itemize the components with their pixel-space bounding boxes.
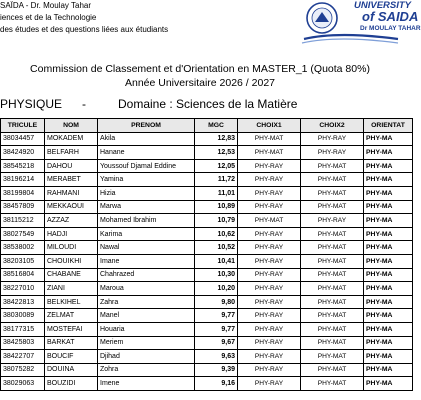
cell-matricule: 38075282	[1, 363, 45, 377]
cell-choix2: PHY-MAT	[301, 377, 364, 391]
cell-matricule: 38538002	[1, 241, 45, 255]
cell-mgc: 10,62	[195, 227, 238, 241]
cell-choix2: PHY-MAT	[301, 336, 364, 350]
cell-mgc: 9,39	[195, 363, 238, 377]
cell-choix1: PHY-MAT	[238, 146, 301, 160]
cell-mgc: 9,80	[195, 295, 238, 309]
cell-matricule: 38115212	[1, 214, 45, 228]
cell-prenom: Houaria	[98, 322, 195, 336]
cell-choix2: PHY-MAT	[301, 322, 364, 336]
cell-prenom: Imene	[98, 377, 195, 391]
cell-choix1: PHY-RAY	[238, 186, 301, 200]
cell-nom: BOUCIF	[45, 350, 98, 364]
cell-orientation: PHY-MA	[364, 295, 413, 309]
commission-title: Commission de Classement et d'Orientation en MASTER_1 (Quota 80%)	[30, 63, 370, 75]
cell-orientation: PHY-MA	[364, 186, 413, 200]
cell-choix2: PHY-MAT	[301, 173, 364, 187]
cell-prenom: Chahrazed	[98, 268, 195, 282]
cell-orientation: PHY-MA	[364, 377, 413, 391]
cell-matricule: 38227010	[1, 282, 45, 296]
cell-nom: MILOUDI	[45, 241, 98, 255]
cell-choix1: PHY-RAY	[238, 282, 301, 296]
cell-choix1: PHY-MAT	[238, 214, 301, 228]
table-row	[1, 282, 413, 296]
cell-matricule: 38425803	[1, 336, 45, 350]
cell-orientation: PHY-MA	[364, 268, 413, 282]
cell-choix1: PHY-RAY	[238, 159, 301, 173]
cell-choix1: PHY-RAY	[238, 363, 301, 377]
logo-text-university: UNIVERSITY	[354, 0, 412, 11]
domaine-label: Domaine : Sciences de la Matière	[118, 97, 298, 111]
cell-orientation: PHY-MA	[364, 363, 413, 377]
cell-orientation: PHY-MA	[364, 254, 413, 268]
cell-choix2: PHY-MAT	[301, 350, 364, 364]
cell-matricule: 38034457	[1, 132, 45, 146]
cell-nom: HADJI	[45, 227, 98, 241]
filiere-label: PHYSIQUE	[0, 97, 63, 111]
cell-nom: DOUINA	[45, 363, 98, 377]
cell-matricule: 38027549	[1, 227, 45, 241]
ranking-table	[0, 118, 413, 391]
table-row	[1, 146, 413, 160]
cell-orientation: PHY-MA	[364, 322, 413, 336]
cell-nom: AZZAZ	[45, 214, 98, 228]
cell-choix1: PHY-RAY	[238, 350, 301, 364]
cell-mgc: 11,01	[195, 186, 238, 200]
table-row	[1, 295, 413, 309]
cell-orientation: PHY-MA	[364, 350, 413, 364]
cell-mgc: 10,30	[195, 268, 238, 282]
cell-prenom: Hizia	[98, 186, 195, 200]
table-row	[1, 186, 413, 200]
cell-choix1: PHY-RAY	[238, 254, 301, 268]
cell-mgc: 10,52	[195, 241, 238, 255]
cell-matricule: 38177315	[1, 322, 45, 336]
cell-orientation: PHY-MA	[364, 146, 413, 160]
cell-choix2: PHY-MAT	[301, 241, 364, 255]
cell-prenom: Karima	[98, 227, 195, 241]
cell-choix1: PHY-RAY	[238, 241, 301, 255]
table-row	[1, 336, 413, 350]
cell-mgc: 12,05	[195, 159, 238, 173]
filiere-domain-line	[0, 97, 400, 113]
header-choix1: CHOIX1	[238, 119, 301, 133]
cell-mgc: 11,72	[195, 173, 238, 187]
separator-dash: -	[82, 97, 86, 111]
table-body	[1, 132, 413, 390]
cell-choix1: PHY-RAY	[238, 322, 301, 336]
cell-mgc: 10,89	[195, 200, 238, 214]
cell-matricule: 38424920	[1, 146, 45, 160]
cell-nom: MOKADEM	[45, 132, 98, 146]
header-choix2: CHOIX2	[301, 119, 364, 133]
cell-orientation: PHY-MA	[364, 214, 413, 228]
cell-nom: RAHMANI	[45, 186, 98, 200]
cell-choix2: PHY-RAY	[301, 214, 364, 228]
cell-prenom: Akila	[98, 132, 195, 146]
cell-prenom: Djihad	[98, 350, 195, 364]
header-line-university: SAÏDA - Dr. Moulay Tahar	[0, 1, 91, 10]
institution-header	[0, 0, 250, 36]
cell-mgc: 9,67	[195, 336, 238, 350]
cell-orientation: PHY-MA	[364, 309, 413, 323]
cell-mgc: 12,83	[195, 132, 238, 146]
cell-nom: BELKIHEL	[45, 295, 98, 309]
cell-choix1: PHY-RAY	[238, 200, 301, 214]
cell-choix1: PHY-RAY	[238, 295, 301, 309]
cell-choix2: PHY-MAT	[301, 159, 364, 173]
cell-prenom: Meriem	[98, 336, 195, 350]
cell-prenom: Nawal	[98, 241, 195, 255]
table-row	[1, 159, 413, 173]
cell-mgc: 9,16	[195, 377, 238, 391]
cell-mgc: 9,77	[195, 309, 238, 323]
cell-matricule: 38457809	[1, 200, 45, 214]
cell-nom: CHABANE	[45, 268, 98, 282]
cell-orientation: PHY-MA	[364, 173, 413, 187]
cell-nom: BARKAT	[45, 336, 98, 350]
header-matricule: TRICULE	[1, 119, 45, 133]
logo-text-moulay-tahar: Dr MOULAY TAHAR	[360, 25, 421, 32]
cell-prenom: Zahra	[98, 295, 195, 309]
header-orientation: ORIENTAT	[364, 119, 413, 133]
cell-prenom: Hanane	[98, 146, 195, 160]
cell-matricule: 38029063	[1, 377, 45, 391]
cell-matricule: 38196214	[1, 173, 45, 187]
cell-orientation: PHY-MA	[364, 336, 413, 350]
cell-choix2: PHY-RAY	[301, 146, 364, 160]
cell-choix1: PHY-RAY	[238, 227, 301, 241]
cell-mgc: 9,77	[195, 322, 238, 336]
cell-mgc: 10,41	[195, 254, 238, 268]
cell-choix2: PHY-RAY	[301, 132, 364, 146]
cell-matricule: 38422707	[1, 350, 45, 364]
cell-nom: ZELMAT	[45, 309, 98, 323]
cell-orientation: PHY-MA	[364, 241, 413, 255]
logo-text-saida: of SAIDA	[362, 9, 419, 24]
cell-matricule: 38030089	[1, 309, 45, 323]
cell-matricule: 38516804	[1, 268, 45, 282]
cell-choix2: PHY-MAT	[301, 200, 364, 214]
header-mgc: MGC	[195, 119, 238, 133]
cell-orientation: PHY-MA	[364, 282, 413, 296]
cell-nom: ZIANI	[45, 282, 98, 296]
cell-choix1: PHY-MAT	[238, 132, 301, 146]
cell-nom: MEKKAOUI	[45, 200, 98, 214]
table-row	[1, 227, 413, 241]
academic-year: Année Universitaire 2026 / 2027	[124, 77, 275, 89]
table-row	[1, 254, 413, 268]
cell-matricule: 38203105	[1, 254, 45, 268]
cell-choix2: PHY-MAT	[301, 186, 364, 200]
cell-nom: MOSTEFAI	[45, 322, 98, 336]
cell-choix2: PHY-MAT	[301, 227, 364, 241]
cell-mgc: 10,20	[195, 282, 238, 296]
cell-nom: BOUZIDI	[45, 377, 98, 391]
table-row	[1, 214, 413, 228]
cell-choix2: PHY-MAT	[301, 363, 364, 377]
cell-orientation: PHY-MA	[364, 159, 413, 173]
table-row	[1, 200, 413, 214]
cell-choix2: PHY-MAT	[301, 268, 364, 282]
cell-nom: MERABET	[45, 173, 98, 187]
cell-orientation: PHY-MA	[364, 227, 413, 241]
cell-mgc: 12,53	[195, 146, 238, 160]
cell-matricule: 38199804	[1, 186, 45, 200]
table-header-row	[1, 119, 413, 133]
cell-nom: CHOUIKHI	[45, 254, 98, 268]
cell-choix1: PHY-RAY	[238, 173, 301, 187]
table-row	[1, 132, 413, 146]
cell-matricule: 38422813	[1, 295, 45, 309]
cell-prenom: Manel	[98, 309, 195, 323]
cell-choix2: PHY-MAT	[301, 295, 364, 309]
table-row	[1, 377, 413, 391]
cell-choix1: PHY-RAY	[238, 309, 301, 323]
cell-matricule: 38545218	[1, 159, 45, 173]
cell-mgc: 10,79	[195, 214, 238, 228]
table-row	[1, 309, 413, 323]
cell-choix2: PHY-MAT	[301, 309, 364, 323]
table-row	[1, 363, 413, 377]
header-nom: NOM	[45, 119, 98, 133]
header-line-faculty: iences et de la Technologie	[0, 13, 97, 22]
table-row	[1, 241, 413, 255]
cell-nom: BELFARH	[45, 146, 98, 160]
header-line-vice-rectorate: des études et des questions liées aux étudiants	[0, 25, 169, 34]
table-row	[1, 322, 413, 336]
cell-orientation: PHY-MA	[364, 132, 413, 146]
cell-mgc: 9,63	[195, 350, 238, 364]
cell-nom: DAHOU	[45, 159, 98, 173]
cell-prenom: Yamina	[98, 173, 195, 187]
cell-choix1: PHY-RAY	[238, 336, 301, 350]
cell-choix2: PHY-MAT	[301, 282, 364, 296]
table-row	[1, 268, 413, 282]
cell-prenom: Imane	[98, 254, 195, 268]
cell-choix1: PHY-RAY	[238, 377, 301, 391]
header-prenom: PRENOM	[98, 119, 195, 133]
cell-prenom: Maroua	[98, 282, 195, 296]
cell-prenom: Marwa	[98, 200, 195, 214]
cell-prenom: Youssouf Djamal Eddine	[98, 159, 195, 173]
table-row	[1, 173, 413, 187]
cell-orientation: PHY-MA	[364, 200, 413, 214]
cell-prenom: Mohamed Ibrahim	[98, 214, 195, 228]
cell-prenom: Zohra	[98, 363, 195, 377]
cell-choix2: PHY-MAT	[301, 254, 364, 268]
table-row	[1, 350, 413, 364]
cell-choix1: PHY-RAY	[238, 268, 301, 282]
